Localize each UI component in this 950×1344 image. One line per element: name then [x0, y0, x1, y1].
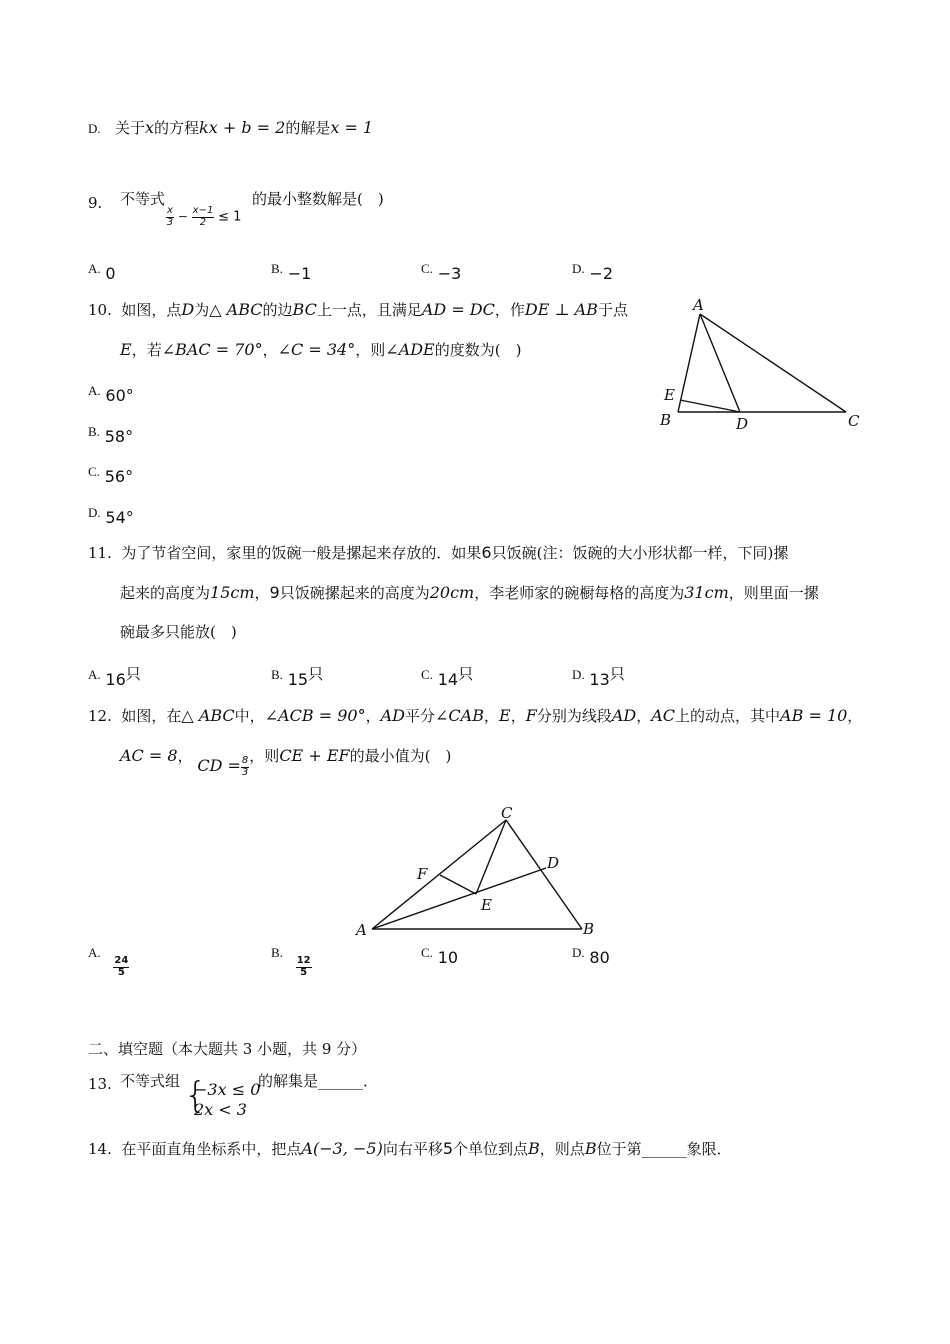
q12-label-a: A [356, 921, 367, 939]
q14-line: 14. 在平面直角坐标系中，把点A(−3, −5)向右平移5个单位到点B，则点B位于第______象限． [88, 1139, 732, 1158]
q9-option-b: B. −1 [271, 261, 312, 283]
q12-label-d: D [547, 854, 560, 872]
q12-option-a: A. $\frac{24}{5}$ [88, 945, 129, 978]
q12-line2: AC = 8， CD = $\frac{8}{3}$ ，则CE + EF的最小值为( ) [120, 746, 452, 778]
q9-prefix: 不等式 [120, 190, 166, 208]
q13-stem: 的解集是______． [258, 1072, 379, 1090]
q12-label-b: B [583, 920, 595, 938]
q13-prefix: 不等式组 [120, 1072, 181, 1090]
q10-segment-de [680, 400, 740, 412]
q12-triangle-figure [350, 806, 610, 941]
q12-label-e: E [481, 896, 492, 914]
q10-label-c: C [848, 412, 860, 430]
q11-option-a: A. 16只 [88, 665, 141, 689]
q9-option-a: A. 0 [88, 261, 116, 283]
q11-option-b: B. 15只 [271, 665, 324, 689]
q9-stem: 的最小整数解是( ) [252, 190, 384, 208]
q12-segment-fe [440, 875, 476, 894]
q11-line3: 碗最多只能放( ) [120, 623, 237, 641]
q12-option-b: B. $\frac{12}{5}$ [271, 945, 311, 978]
q12-side-cb [506, 820, 582, 929]
q12-line1: 12. 如图，在△ ABC中，∠ACB = 90°，AD平分∠CAB，E，F分别为线段AD，AC上的动点，其中AB = 10， [88, 706, 863, 725]
q9-number: 9. [88, 194, 103, 212]
q10-label-b: B [660, 411, 672, 429]
q10-side-ac [700, 314, 846, 412]
q10-triangle-figure [650, 292, 870, 437]
q13-system: { −3x ≤ 0 2x < 3 [184, 1075, 261, 1119]
q12-option-d: D. 80 [572, 945, 610, 967]
q10-line1: 10. 如图，点D为△ ABC的边BC上一点，且满足AD = DC，作DE ⊥ AB于点 [88, 300, 628, 319]
q12-segment-ad [372, 868, 546, 929]
q10-line2: E，若∠BAC = 70°，∠C = 34°，则∠ADE的度数为( ) [120, 340, 522, 359]
section-title-fill-in: 二、填空题（本大题共 3 小题，共 9 分） [88, 1040, 367, 1058]
q10-option-b: B. 58° [88, 424, 134, 446]
q10-option-c: C. 56° [88, 464, 134, 486]
q10-label-e: E [664, 386, 675, 404]
q9-inequality: $\frac{x}{3}$ − $\frac{x-1}{2}$ ≤ 1 [166, 205, 242, 228]
q13-number: 13. [88, 1075, 112, 1093]
q12-label-c: C [501, 806, 513, 822]
q10-segment-ad [700, 314, 740, 412]
q12-option-c: C. 10 [421, 945, 459, 967]
q10-option-a: A. 60° [88, 383, 134, 405]
q9-option-c: C. −3 [421, 261, 462, 283]
q11-line1: 11. 为了节省空间，家里的饭碗一般是摞起来存放的．如果6只饭碗(注：饭碗的大小形状都一样，下同)摞 [88, 543, 789, 562]
q10-label-a: A [693, 296, 704, 314]
q10-side-ab [678, 314, 700, 412]
q12-label-f: F [417, 865, 428, 883]
q11-option-c: C. 14只 [421, 665, 474, 689]
q9-option-d: D. −2 [572, 261, 614, 283]
q11-option-d: D. 13只 [572, 665, 625, 689]
q10-option-d: D. 54° [88, 505, 134, 527]
q11-line2: 起来的高度为15cm，9只饭碗摞起来的高度为20cm，李老师家的碗橱每格的高度为31cm，则里面一摞 [120, 583, 819, 602]
q10-label-d: D [736, 415, 749, 433]
q8-option-d: D. 关于x的方程kx + b = 2的解是x = 1 [88, 118, 374, 137]
